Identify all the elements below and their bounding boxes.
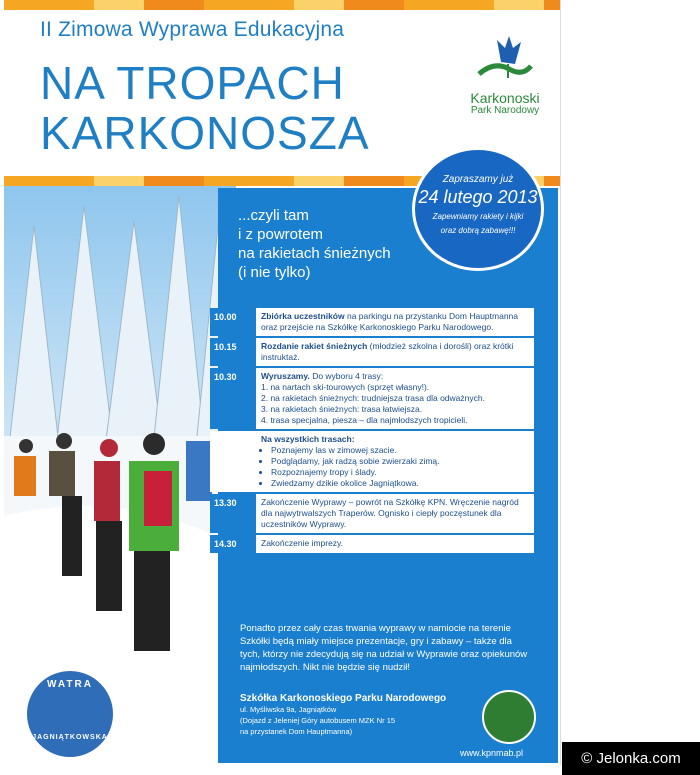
watra-logo (24, 668, 116, 760)
date-badge (415, 150, 541, 268)
schedule-time: 14.30 (210, 535, 256, 553)
event-date: 24 lutego 2013 (418, 187, 538, 207)
schedule (210, 308, 534, 555)
schedule-row (210, 494, 534, 533)
venue-name: Szkółka Karkonoskiego Parku Narodowego (240, 693, 447, 704)
schedule-row (210, 431, 534, 492)
schedule-time: 10.00 (210, 308, 256, 336)
schedule-row (210, 338, 534, 366)
schedule-time: 10.15 (210, 338, 256, 366)
website-link[interactable]: www.kpnmab.pl (460, 748, 524, 758)
activity-item: • Rozpoznajemy tropy i ślady. (271, 467, 529, 478)
transport-note: (Dojazd z Jeleniej Góry autobusem MZK Nr 15 (240, 716, 396, 725)
venue-address: ul. Myśliwska 9a, Jagniątków (240, 705, 337, 714)
title-line-2: KARKONOSZA (40, 107, 370, 159)
schedule-time (210, 431, 256, 492)
schedule-text: Wyruszamy. Do wyboru 4 trasy: 1. na nartach ski-tourowych (sprzęt własny!). 2. na rakietach śnieżnych: trudniejsza trasa dla odważnych. 3. na rakietach śnieżnych: trasa łatwiejsza. 4. trasa specjalna, piesza – dla najmłodszych tropicieli. (256, 368, 534, 429)
tagline-line: na rakietach śnieżnych (238, 245, 391, 262)
transport-note-2: na przystanek Dom Hauptmanna) (240, 727, 353, 736)
watra-bottom: JAGNIĄTKOWSKA (32, 734, 108, 741)
route-item: 3. na rakietach śnieżnych: trasa łatwiejsza. (261, 404, 423, 414)
watra-top: WATRA (47, 679, 93, 690)
schedule-text: Zakończenie Wyprawy – powrót na Szkółkę KPN. Wręczenie nagród dla najwytrwalszych Traperów. Ognisko i ciepły poczęstunek dla uczestników Wyprawy. (261, 497, 519, 529)
top-stripe (4, 0, 560, 10)
venue-info (240, 693, 460, 737)
schedule-time: 13.30 (210, 494, 256, 533)
tagline-line: (i nie tylko) (238, 264, 311, 281)
event-subtitle: II Zimowa Wyprawa Edukacyjna (40, 18, 345, 41)
schedule-row (210, 535, 534, 553)
event-title (40, 58, 370, 158)
schedule-text: Zakończenie imprezy. (261, 538, 344, 548)
invite-note-2: oraz dobrą zabawę!!! (440, 226, 516, 235)
title-line-1: NA TROPACH (40, 57, 345, 109)
activity-list (261, 445, 529, 489)
kpn-logo (455, 30, 555, 125)
additional-info: Ponadto przez cały czas trwania wyprawy w namiocie na terenie Szkółki będą miały miejsce prezentacje, gry i zabawy – także dla tych, którzy nie zdecydują się na udział w Wyprawie oraz opiekunów najmłodszych. Nikt nie będzie się nudził! (240, 623, 528, 673)
route-item: 4. trasa specjalna, piesza – dla najmłodszych tropicieli. (261, 415, 468, 425)
invite-line: Zapraszamy już (442, 174, 514, 185)
gentian-flower-icon (475, 30, 535, 82)
schedule-row (210, 308, 534, 336)
mab-badge-icon (482, 690, 536, 744)
route-item: 1. na nartach ski-tourowych (sprzęt własny!). (261, 382, 430, 392)
tagline (238, 206, 438, 282)
schedule-text: Rozdanie rakiet śnieżnych (młodzież szkolna i dorośli) oraz krótki instruktaż. (261, 341, 514, 362)
tagline-line: ...czyli tam (238, 207, 309, 224)
invite-note: Zapewniamy rakiety i kijki (432, 212, 524, 221)
schedule-text: Zbiórka uczestników na parkingu na przystanku Dom Hauptmanna oraz przejście na Szkółkę Karkonoskiego Parku Narodowego. (261, 311, 519, 332)
logo-subname: Park Narodowy (470, 105, 540, 116)
tagline-line: i z powrotem (238, 226, 324, 243)
logo-name: Karkonoski (470, 90, 540, 106)
route-item: 2. na rakietach śnieżnych: trudniejsza trasa dla odważnych. (261, 393, 485, 403)
schedule-row (210, 368, 534, 429)
schedule-time: 10.30 (210, 368, 256, 429)
activity-item: • Poznajemy las w zimowej szacie. (271, 445, 529, 456)
watermark: © Jelonka.com (562, 742, 700, 775)
activity-item: • Zwiedzamy dzikie okolice Jagniątkowa. (271, 478, 529, 489)
schedule-text: Na wszystkich trasach: • Poznajemy las w zimowej szacie. • Podglądamy, jak radzą sobie zwierzaki zimą. • Rozpoznajemy tropy i ślady. • Zwiedzamy dzikie okolice Jagniątkowa. (256, 431, 534, 492)
activity-item: • Podglądamy, jak radzą sobie zwierzaki zimą. (271, 456, 529, 467)
